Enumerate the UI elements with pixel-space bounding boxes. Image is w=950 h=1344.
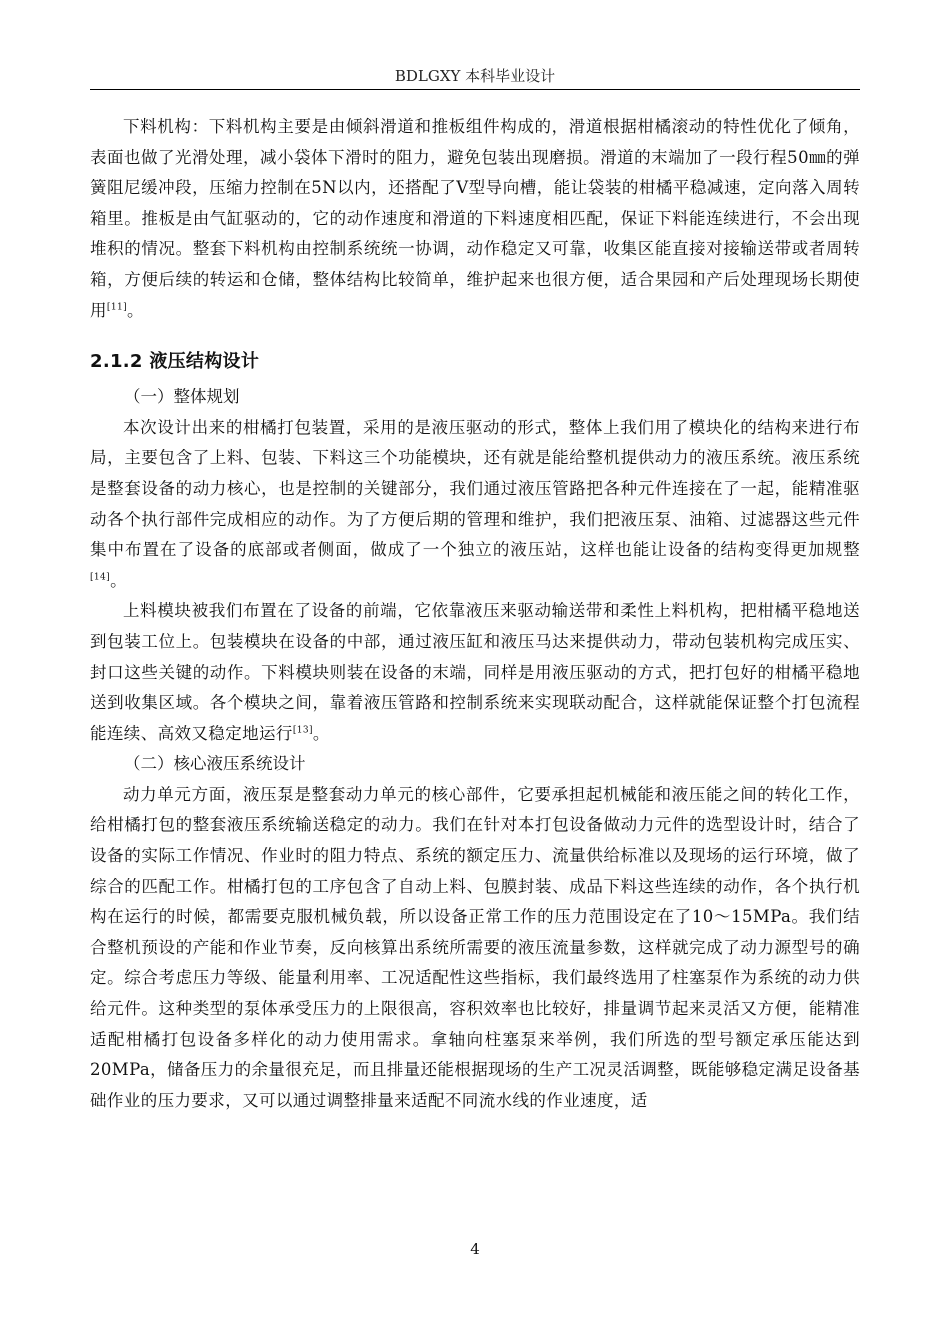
page-body: [90, 112, 860, 1116]
paragraph-unloading-mechanism: 下料机构：下料机构主要是由倾斜滑道和推板组件构成的，滑道根据柑橘滚动的特性优化了倾角，表面也做了光滑处理，减小袋体下滑时的阻力，避免包装出现磨损。滑道的末端加了一段行程50㎜的弹簧阻尼缓冲段，压缩力控制在5N以内，还搭配了V型导向槽，能让袋装的柑橘平稳减速，定向落入周转箱里。推板是由气缸驱动的，它的动作速度和滑道的下料速度相匹配，保证下料能连续进行，不会出现堆积的情况。整套下料机构由控制系统统一协调，动作稳定又可靠，收集区能直接对接输送带或者周转箱，方便后续的转运和仓储，整体结构比较简单，维护起来也很方便，适合果园和产后处理现场长期使用[11]。: [90, 117, 860, 320]
section-heading-2-1-2: 2.1.2 液压结构设计: [90, 351, 260, 373]
citation-ref: [14]: [90, 572, 111, 583]
running-header: BDLGXY 本科毕业设计: [394, 67, 556, 85]
subheading-core-hydraulic: （二）核心液压系统设计: [124, 754, 306, 774]
citation-ref: [11]: [106, 302, 127, 313]
paragraph-power-unit: 动力单元方面，液压泵是整套动力单元的核心部件，它要承担起机械能和液压能之间的转化工作，给柑橘打包的整套液压系统输送稳定的动力。我们在针对本打包设备做动力元件的选型设计时，结合了设备的实际工作情况、作业时的阻力特点、系统的额定压力、流量供给标准以及现场的运行环境，做了综合的匹配工作。柑橘打包的工序包含了自动上料、包膜封装、成品下料这些连续的动作，各个执行机构在运行的时候，都需要克服机械负载，所以设备正常工作的压力范围设定在了10～15MPa。我们结合整机预设的产能和作业节奏，反向核算出系统所需要的液压流量参数，这样就完成了动力源型号的确定。综合考虑压力等级、能量利用率、工况适配性这些指标，我们最终选用了柱塞泵作为系统的动力供给元件。这种类型的泵体承受压力的上限很高，容积效率也比较好，排量调节起来灵活又方便，能精准适配柑橘打包设备多样化的动力使用需求。拿轴向柱塞泵来举例，我们所选的型号额定承压能达到20MPa，储备压力的余量很充足，而且排量还能根据现场的生产工况灵活调整，既能够稳定满足设备基础作业的压力要求，又可以通过调整排量来适配不同流水线的作业速度，适: [90, 784, 860, 1110]
page-number: 4: [470, 1240, 480, 1258]
paragraph-module-layout: 上料模块被我们布置在了设备的前端，它依靠液压来驱动输送带和柔性上料机构，把柑橘平稳地送到包装工位上。包装模块在设备的中部，通过液压缸和液压马达来提供动力，带动包装机构完成压实、封口这些关键的动作。下料模块则装在设备的末端，同样是用液压驱动的方式，把打包好的柑橘平稳地送到收集区域。各个模块之间，靠着液压管路和控制系统来实现联动配合，这样就能保证整个打包流程能连续、高效又稳定地运行[13]。: [90, 601, 860, 743]
header-divider: [90, 89, 860, 90]
citation-ref: [13]: [292, 725, 313, 736]
paragraph-overall-plan: 本次设计出来的柑橘打包装置，采用的是液压驱动的形式，整体上我们用了模块化的结构来进行布局，主要包含了上料、包装、下料这三个功能模块，还有就是能给整机提供动力的液压系统。液压系统是整套设备的动力核心，也是控制的关键部分，我们通过液压管路把各种元件连接在了一起，能精准驱动各个执行部件完成相应的动作。为了方便后期的管理和维护，我们把液压泵、油箱、过滤器这些元件集中布置在了设备的底部或者侧面，做成了一个独立的液压站，这样也能让设备的结构变得更加规整[14]。: [90, 417, 860, 590]
subheading-overall-plan: （一）整体规划: [124, 387, 240, 407]
